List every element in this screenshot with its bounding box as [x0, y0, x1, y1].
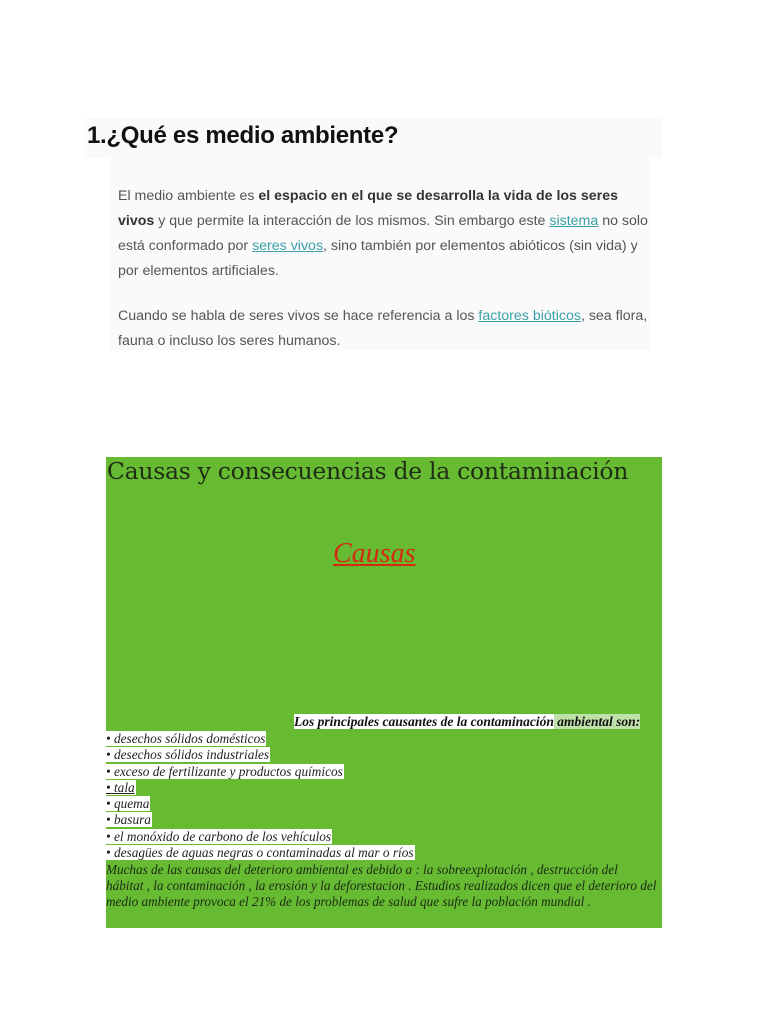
list-item: • desechos sólidos industriales: [106, 747, 270, 763]
causas-subtitle: Causas: [333, 538, 416, 569]
link-sistema[interactable]: sistema: [549, 213, 599, 229]
causes-list: [106, 731, 415, 861]
bold-definition: el espacio en el que se desarrolla la vida de los seres vivos: [118, 188, 618, 229]
list-item: • quema: [106, 796, 150, 812]
list-item: • exceso de fertilizante y productos químicos: [106, 763, 343, 779]
link-seres-vivos[interactable]: seres vivos: [252, 238, 324, 254]
list-item: • tala: [106, 779, 135, 795]
link-factores-bioticos[interactable]: factores bióticos: [478, 308, 581, 324]
list-item: • basura: [106, 812, 151, 828]
list-item: • el monóxido de carbono de los vehículos: [106, 828, 332, 844]
section-title: Causas y consecuencias de la contaminación: [107, 457, 629, 485]
causes-paragraph: Muchas de las causas del deterioro ambiental es debido a : la sobreexplotación , destrucción del hábitat , la contaminación , la erosión y la deforestacion . Estudios realizados dicen que el deterioro del medio ambiente provoca el 21% de los problemas de salud que sufre la población mundial .: [106, 862, 657, 910]
page-heading: 1.¿Qué es medio ambiente?: [87, 122, 399, 149]
intro-paragraph-2: Cuando se habla de seres vivos se hace referencia a los factores bióticos, sea flora, fauna o incluso los seres humanos.: [118, 308, 648, 349]
causes-lead: Los principales causantes de la contaminación ambiental son:: [294, 714, 641, 729]
list-item: • desechos sólidos domésticos: [106, 731, 266, 746]
intro-paragraph-1: El medio ambiente es el espacio en el que se desarrolla la vida de los seres vivos y que permite la interacción de los mismos. Sin embargo este sistema no solo está conformado por seres vivos, sino también por elementos abióticos (sin vida) y por elementos artificiales.: [118, 188, 648, 279]
list-item: • desagües de aguas negras o contaminadas al mar o ríos: [106, 845, 414, 861]
